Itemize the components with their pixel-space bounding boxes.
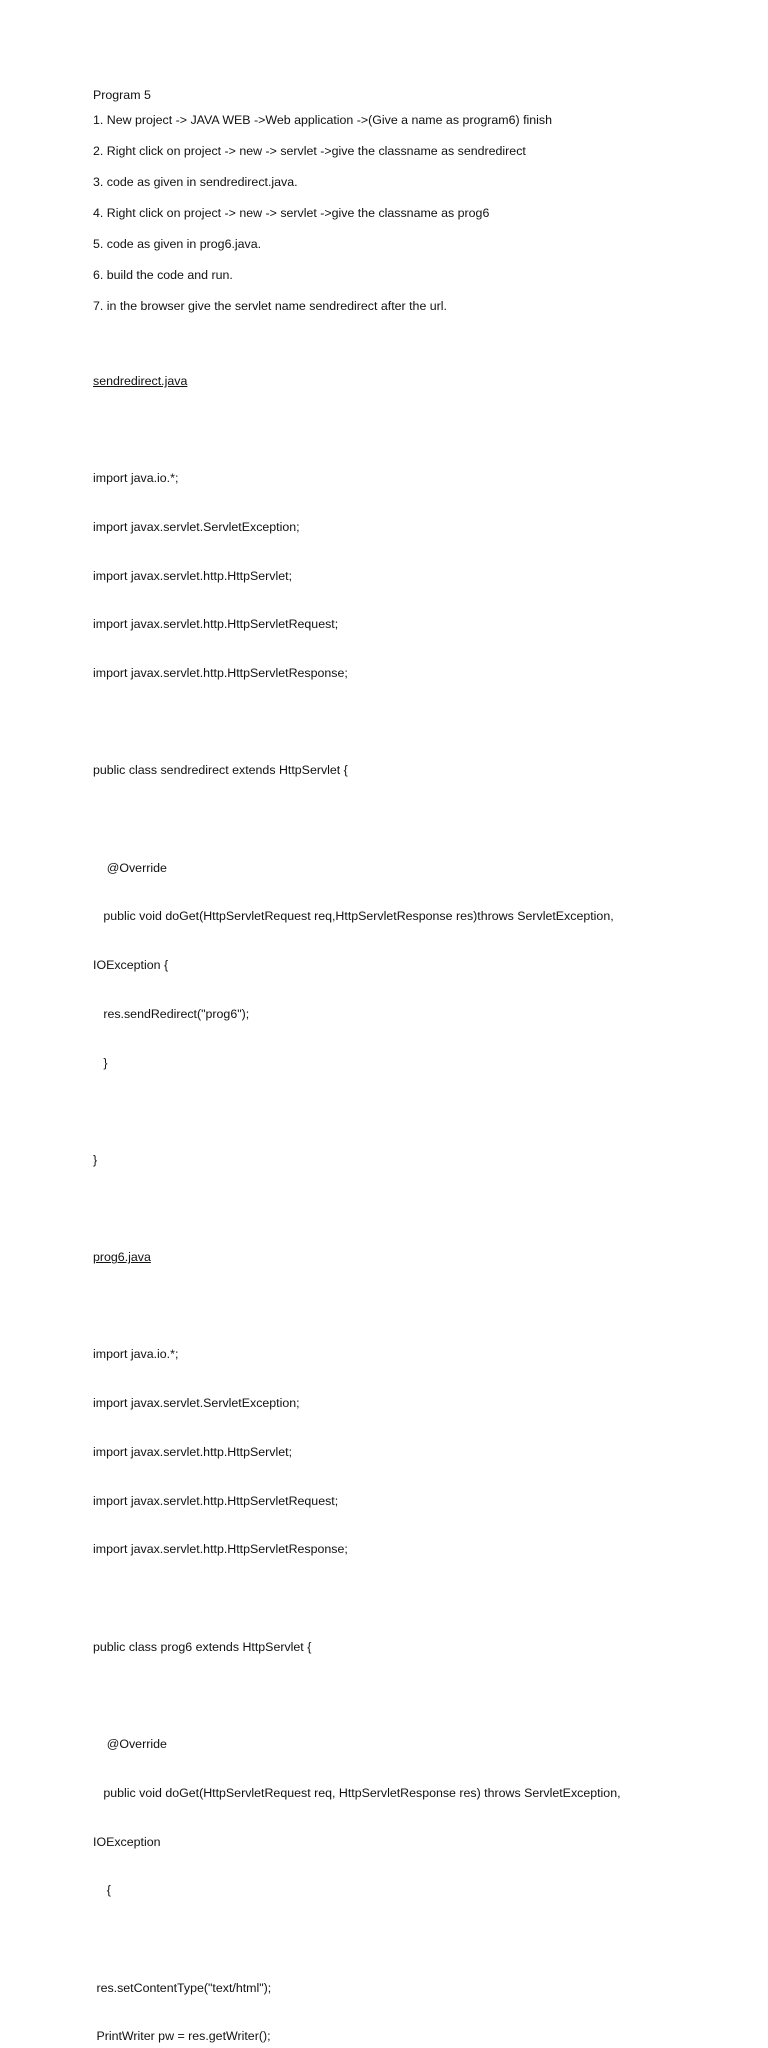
instruction-step-6: 6. build the code and run.	[93, 268, 233, 282]
file-heading-prog6: prog6.java	[93, 1250, 151, 1265]
code-line: }	[93, 1055, 108, 1070]
code-line	[93, 421, 733, 437]
instruction-step-7: 7. in the browser give the servlet name sendredirect after the url.	[93, 299, 447, 313]
code-line: public class sendredirect extends HttpServlet {	[93, 763, 348, 778]
code-line	[93, 1103, 733, 1119]
code-line: import javax.servlet.http.HttpServletRequest;	[93, 1493, 339, 1508]
code-line: import java.io.*;	[93, 1347, 179, 1362]
code-line: public void doGet(HttpServletRequest req,HttpServletResponse res)throws ServletException,	[93, 909, 614, 924]
instruction-step-4: 4. Right click on project -> new -> servlet ->give the classname as prog6	[93, 206, 490, 220]
code-line: }	[93, 1152, 98, 1167]
code-line: res.sendRedirect("prog6");	[93, 1006, 250, 1021]
code-line: import java.io.*;	[93, 471, 179, 486]
instruction-step-3: 3. code as given in sendredirect.java.	[93, 175, 298, 189]
code-line	[93, 1931, 733, 1947]
document-content	[93, 87, 733, 2048]
file-heading-sendredirect: sendredirect.java	[93, 374, 188, 388]
instruction-step-1: 1. New project -> JAVA WEB ->Web application ->(Give a name as program6) finish	[93, 113, 552, 127]
code-line: IOException	[93, 1834, 161, 1849]
code-line: PrintWriter pw = res.getWriter();	[93, 2029, 271, 2044]
code-block-sendredirect	[93, 389, 733, 1249]
code-line: import javax.servlet.http.HttpServletResponse;	[93, 1542, 348, 1557]
instruction-steps	[93, 111, 733, 328]
code-line: @Override	[93, 1737, 167, 1752]
instruction-step-2: 2. Right click on project -> new -> servlet ->give the classname as sendredirect	[93, 144, 526, 158]
code-line: import javax.servlet.http.HttpServletResponse;	[93, 665, 348, 680]
code-line: res.setContentType("text/html");	[93, 1980, 272, 1995]
code-line	[93, 811, 733, 827]
instruction-step-5: 5. code as given in prog6.java.	[93, 237, 262, 251]
section-spacer	[93, 328, 733, 373]
code-block-prog6	[93, 1265, 733, 2048]
code-line	[93, 1590, 733, 1606]
document-title: Program 5	[93, 88, 151, 102]
code-line: public void doGet(HttpServletRequest req, HttpServletResponse res) throws ServletException,	[93, 1785, 621, 1800]
code-line: import javax.servlet.http.HttpServlet;	[93, 1444, 293, 1459]
code-line	[93, 1201, 733, 1217]
code-line: import javax.servlet.http.HttpServletRequest;	[93, 617, 339, 632]
code-line: public class prog6 extends HttpServlet {	[93, 1639, 312, 1654]
code-line	[93, 1687, 733, 1703]
code-line: {	[93, 1883, 111, 1898]
code-line: import javax.servlet.ServletException;	[93, 519, 300, 534]
code-line: @Override	[93, 860, 167, 875]
code-line	[93, 714, 733, 730]
code-line: IOException {	[93, 958, 169, 973]
code-line: import javax.servlet.ServletException;	[93, 1396, 300, 1411]
code-line	[93, 1298, 733, 1314]
code-line: import javax.servlet.http.HttpServlet;	[93, 568, 293, 583]
